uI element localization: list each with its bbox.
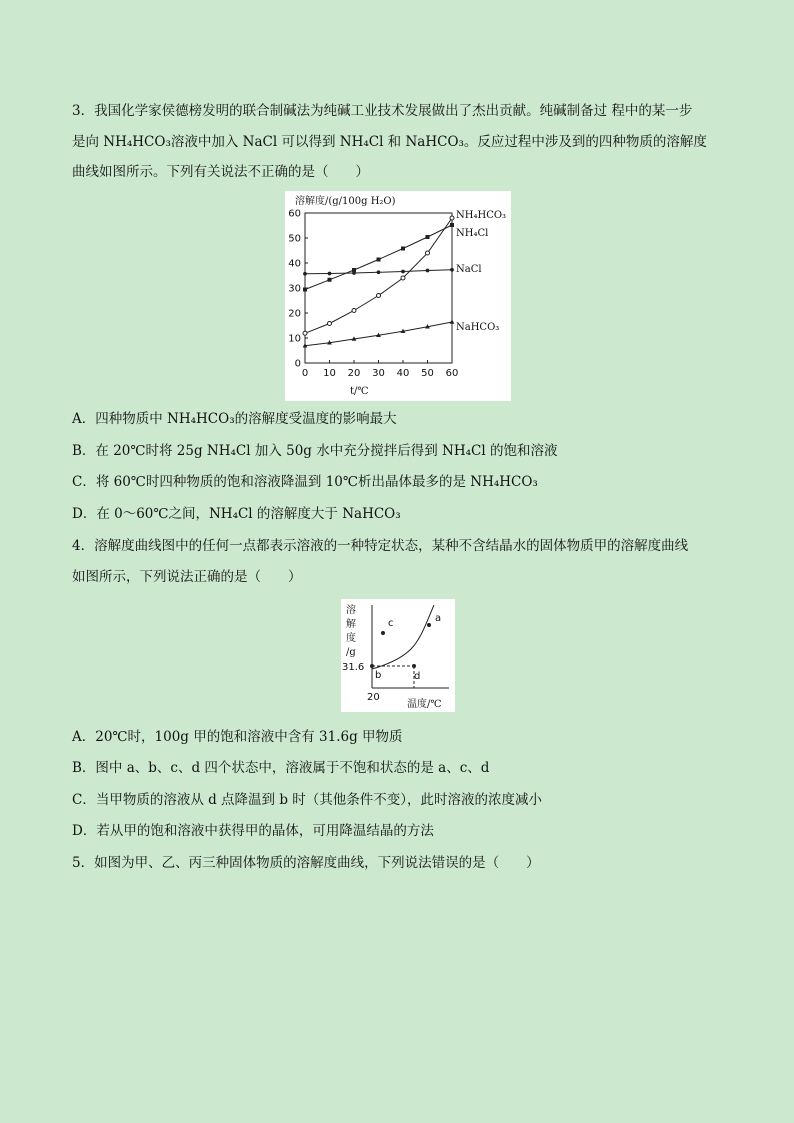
chart1-x-tick-label: 10 <box>323 368 336 379</box>
chart1-data-point <box>426 251 430 255</box>
chart1-series-label: NaCl <box>456 264 482 275</box>
chart1-data-point <box>352 309 356 313</box>
chart1-data-point <box>303 272 307 276</box>
chart2-y-axis-label-char: 溶 <box>346 605 356 616</box>
chart2-y-axis-label-char: /g <box>346 647 356 658</box>
q4-option-d[interactable]: D．若从甲的饱和溶液中获得甲的晶体，可用降温结晶的方法 <box>72 823 434 839</box>
chart1-data-point <box>426 235 430 239</box>
q3-option-b[interactable]: B．在 20℃时将 25g NH₄Cl 加入 50g 水中充分搅拌后得到 NH₄Cl 的饱和溶液 <box>72 443 558 459</box>
chart1-x-tick-label: 30 <box>372 368 385 379</box>
chart1-data-point <box>450 268 454 272</box>
chart1-data-point <box>401 247 405 251</box>
chart2-x-marked-value: 20 <box>367 692 380 703</box>
solubility-state-chart <box>341 599 455 712</box>
q3-stem-line2: 是向 NH₄HCO₃溶液中加入 NaCl 可以得到 NH₄Cl 和 NaHCO₃。反应过程中涉及到的四种物质的溶解度 <box>72 134 707 150</box>
q4-option-a[interactable]: A．20℃时，100g 甲的饱和溶液中含有 31.6g 甲物质 <box>72 729 403 745</box>
q3-stem-line1: 3．我国化学家侯德榜发明的联合制碱法为纯碱工业技术发展做出了杰出贡献。纯碱制备过 程中的某一步 <box>72 103 693 119</box>
chart1-y-tick-label: 20 <box>288 308 301 320</box>
chart1-data-point <box>401 270 405 274</box>
chart1-x-tick-label: 0 <box>301 368 309 379</box>
chart2-point-label-a: a <box>435 613 442 624</box>
chart1-y-tick-label: 10 <box>288 333 301 345</box>
chart1-data-point <box>352 271 356 275</box>
chart1-data-point <box>303 288 307 292</box>
chart1-y-tick-label: 0 <box>294 358 301 370</box>
chart2-solubility-curve <box>372 605 434 669</box>
chart2-y-axis-label-char: 度 <box>346 633 356 644</box>
chart1-data-point <box>450 319 455 323</box>
chart1-y-tick-label: 50 <box>288 233 301 245</box>
solubility-line-chart <box>285 191 511 401</box>
chart1-data-point <box>401 276 405 280</box>
chart1-data-point <box>377 258 381 262</box>
chart1-y-tick-label: 60 <box>288 208 301 220</box>
chart1-y-axis-label: 溶解度/(g/100g H₂O) <box>295 196 396 207</box>
chart1-data-point <box>450 223 454 227</box>
q3-option-c[interactable]: C．将 60℃时四种物质的饱和溶液降温到 10℃析出晶体最多的是 NH₄HCO₃ <box>72 474 538 490</box>
chart1-series-line <box>305 225 452 290</box>
chart1-data-point <box>377 294 381 298</box>
chart1-data-point <box>377 270 381 274</box>
chart2-point-label-d: d <box>414 671 421 682</box>
chart1-y-tick-label: 40 <box>288 258 301 270</box>
chart1-data-point <box>328 272 332 276</box>
chart1-series-label: NH₄HCO₃ <box>456 210 507 221</box>
q3-option-d[interactable]: D．在 0～60℃之间，NH₄Cl 的溶解度大于 NaHCO₃ <box>72 506 401 522</box>
chart2-point-d <box>412 664 416 668</box>
chart1-data-point <box>328 278 332 282</box>
q3-option-a[interactable]: A．四种物质中 NH₄HCO₃的溶解度受温度的影响最大 <box>72 411 397 427</box>
chart1-series-label: NH₄Cl <box>456 228 489 239</box>
chart2-y-marked-value: 31.6 <box>342 662 365 673</box>
chart1-data-point <box>450 216 454 220</box>
chart2-point-label-c: c <box>388 618 394 629</box>
chart2-point-label-b: b <box>375 670 382 681</box>
chart1-x-tick-label: 20 <box>347 368 361 379</box>
q4-option-c[interactable]: C．当甲物质的溶液从 d 点降温到 b 时（其他条件不变），此时溶液的浓度减小 <box>72 792 543 808</box>
chart1-data-point <box>426 269 430 273</box>
chart2-point-a <box>427 623 431 627</box>
chart1-x-tick-label: 50 <box>421 368 434 379</box>
q4-stem-line2: 如图所示，下列说法正确的是（ ） <box>72 569 302 585</box>
chart1-data-point <box>328 322 332 326</box>
chart2-y-axis-label-char: 解 <box>346 619 356 630</box>
chart1-y-tick-label: 30 <box>288 283 301 295</box>
state-diagram-figure <box>341 599 455 712</box>
chart1-series-label: NaHCO₃ <box>456 322 500 333</box>
chart1-x-tick-label: 40 <box>396 368 410 379</box>
chart1-data-point <box>303 331 307 335</box>
q5-stem-line1: 5．如图为甲、乙、丙三种固体物质的溶解度曲线，下列说法错误的是（ ） <box>72 855 540 871</box>
chart2-x-axis-label: 温度/℃ <box>407 699 442 710</box>
chart1-x-tick-label: 60 <box>445 368 459 379</box>
chart2-point-b <box>370 664 374 668</box>
q4-stem-line1: 4．溶解度曲线图中的任何一点都表示溶液的一种特定状态，某种不含结晶水的固体物质甲的溶解度曲线 <box>72 538 689 554</box>
q4-option-b[interactable]: B．图中 a、b、c、d 四个状态中，溶液属于不饱和状态的是 a、c、d <box>72 760 490 776</box>
solubility-chart-figure <box>285 191 511 401</box>
chart1-x-axis-label: t/℃ <box>350 386 369 397</box>
chart2-point-c <box>381 631 385 635</box>
q3-stem-line3: 曲线如图所示。下列有关说法不正确的是（ ） <box>72 164 369 180</box>
